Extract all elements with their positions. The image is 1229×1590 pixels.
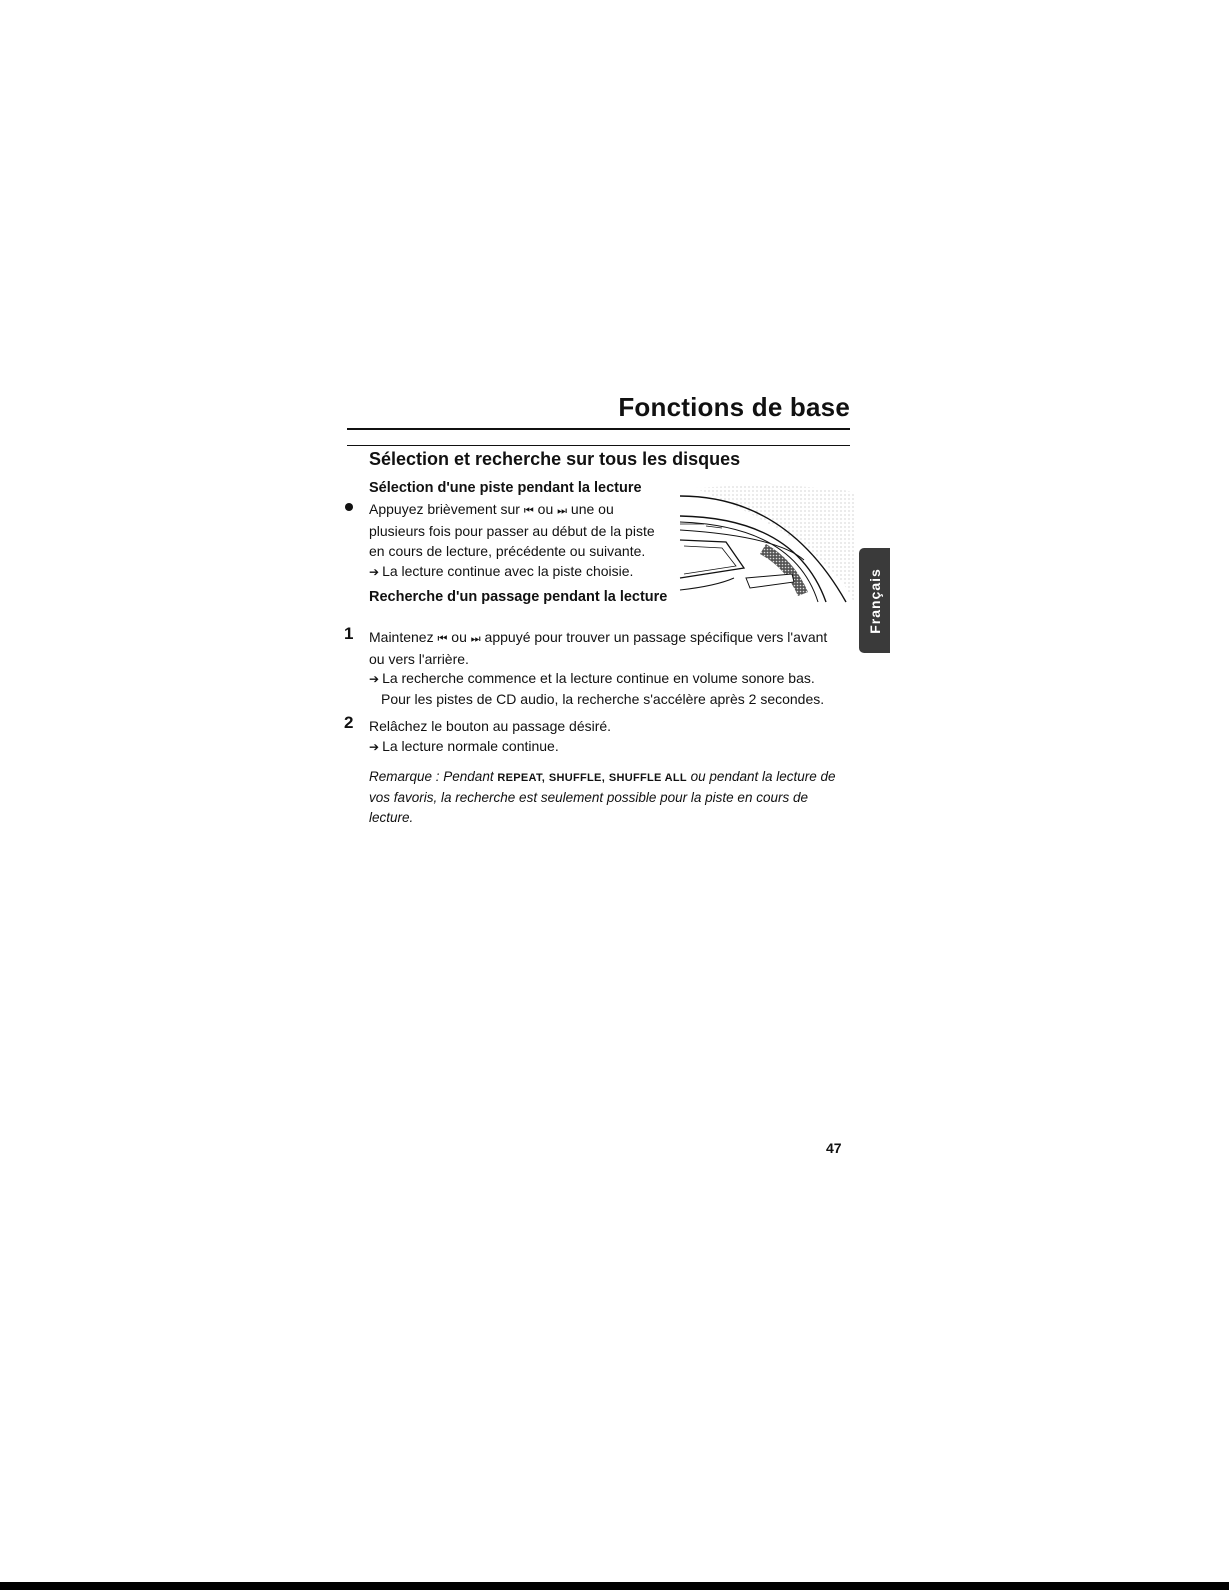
section-rule: [347, 445, 850, 446]
step-number-1: 1: [344, 624, 354, 643]
step1-line1: Maintenez ⏮ ou ⏭ appuyé pour trouver un passage spécifique vers l'avant: [369, 629, 828, 645]
previous-track-icon: ⏮: [523, 505, 534, 517]
title-rule: [347, 428, 850, 430]
step2-result: ➔ La lecture normale continue.: [369, 738, 559, 754]
select-track-line1: Appuyez brièvement sur ⏮ ou ⏭ une ou: [369, 501, 614, 517]
arrow-icon: ➔: [369, 672, 380, 686]
previous-track-icon: ⏮: [437, 633, 448, 645]
bullet-dot: [345, 503, 353, 511]
select-track-line2: plusieurs fois pour passer au début de la piste: [369, 523, 655, 539]
subsection-title-search: Recherche d'un passage pendant la lecture: [369, 589, 668, 605]
select-track-line3: en cours de lecture, précédente ou suivante.: [369, 543, 646, 559]
page-number: 47: [826, 1140, 842, 1156]
step1-paragraph: [369, 627, 849, 669]
keyword-shuffle-all: SHUFFLE ALL: [608, 772, 687, 784]
remark-note: Remarque : Pendant REPEAT, SHUFFLE, SHUFFLE ALL ou pendant la lecture de vos favoris, la recherche est seulement possible pour la piste en cours de lecture.: [369, 769, 836, 825]
keyword-shuffle: SHUFFLE,: [548, 772, 606, 784]
step2-paragraph: [369, 716, 849, 757]
next-track-icon: ⏭: [470, 633, 481, 645]
keyword-repeat: REPEAT,: [497, 772, 546, 784]
select-track-paragraph: [369, 499, 669, 582]
cd-player-illustration: [676, 482, 854, 610]
bottom-border: [0, 1582, 1229, 1590]
step2-line1: Relâchez le bouton au passage désiré.: [369, 718, 612, 734]
step-number-2: 2: [344, 713, 354, 732]
language-tab-label: Français: [866, 567, 883, 634]
page-title: Fonctions de base: [618, 392, 850, 422]
subsection-title-select-track: Sélection d'une piste pendant la lecture: [369, 480, 642, 496]
step1-result: ➔ La recherche commence et la lecture continue en volume sonore bas. Pour les pistes de CD audio, la recherche s'accélère après 2 secondes.: [369, 670, 825, 707]
step1-line2: ou vers l'arrière.: [369, 651, 469, 667]
section-title: Sélection et recherche sur tous les disques: [369, 449, 741, 469]
arrow-icon: ➔: [369, 565, 380, 579]
select-track-result: ➔ La lecture continue avec la piste choisie.: [369, 563, 634, 579]
next-track-icon: ⏭: [557, 505, 568, 517]
arrow-icon: ➔: [369, 740, 380, 754]
language-tab: [859, 548, 890, 653]
